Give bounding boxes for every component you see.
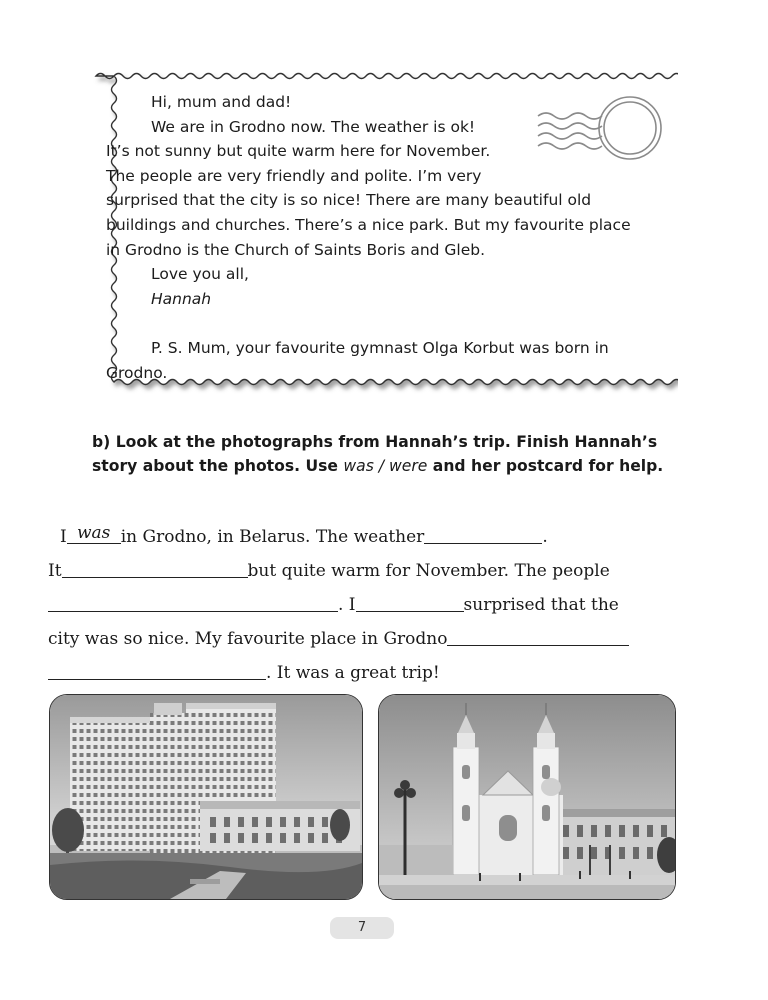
photo-church bbox=[378, 694, 676, 900]
postcard-line: We are in Grodno now. The weather is ok! bbox=[151, 117, 476, 136]
story-line-3: . I surprised that the bbox=[48, 583, 680, 615]
task-italic: was / were bbox=[343, 457, 428, 475]
answer-blank[interactable] bbox=[424, 523, 542, 544]
answer-blank[interactable] bbox=[447, 625, 629, 646]
postcard-line: The people are very friendly and polite. I’m very bbox=[106, 166, 482, 185]
story-line-5: . It was a great trip! bbox=[48, 651, 680, 683]
task-instruction: b) Look at the photographs from Hannah’s trip. Finish Hannah’s story about the photos. Use was / were and her postcard for help. bbox=[92, 433, 664, 475]
signature: Hannah bbox=[151, 289, 212, 308]
postcard-line: surprised that the city is so nice! There are many beautiful old bbox=[106, 191, 592, 210]
page-number: 7 bbox=[330, 917, 394, 939]
photo-modern-buildings bbox=[49, 694, 363, 900]
postcard bbox=[90, 70, 678, 400]
photo-image bbox=[50, 695, 362, 899]
postcard-text bbox=[106, 90, 666, 385]
photo-image bbox=[379, 695, 675, 899]
story-line-1: I was in Grodno, in Belarus. The weather . bbox=[60, 523, 548, 547]
postcard-line: in Grodno is the Church of Saints Boris and Gleb. bbox=[106, 240, 486, 259]
postcard-line: It’s not sunny but quite warm here for November. bbox=[106, 142, 491, 161]
answer-blank[interactable] bbox=[62, 557, 248, 578]
postscript: P. S. Mum, your favourite gymnast Olga Korbut was born in bbox=[151, 338, 609, 357]
postcard-line: buildings and churches. There’s a nice park. But my favourite place bbox=[106, 215, 631, 234]
postscript-end: Grodno. bbox=[106, 363, 168, 382]
example-answer: was bbox=[67, 523, 121, 544]
answer-blank[interactable] bbox=[48, 591, 338, 612]
answer-blank[interactable] bbox=[48, 659, 266, 680]
story-line-4: city was so nice. My favourite place in Grodno bbox=[48, 617, 680, 649]
greeting: Hi, mum and dad! bbox=[151, 93, 292, 111]
story-line-2: It but quite warm for November. The people bbox=[48, 549, 680, 581]
sign-off: Love you all, bbox=[151, 265, 249, 284]
answer-blank[interactable] bbox=[356, 591, 464, 612]
